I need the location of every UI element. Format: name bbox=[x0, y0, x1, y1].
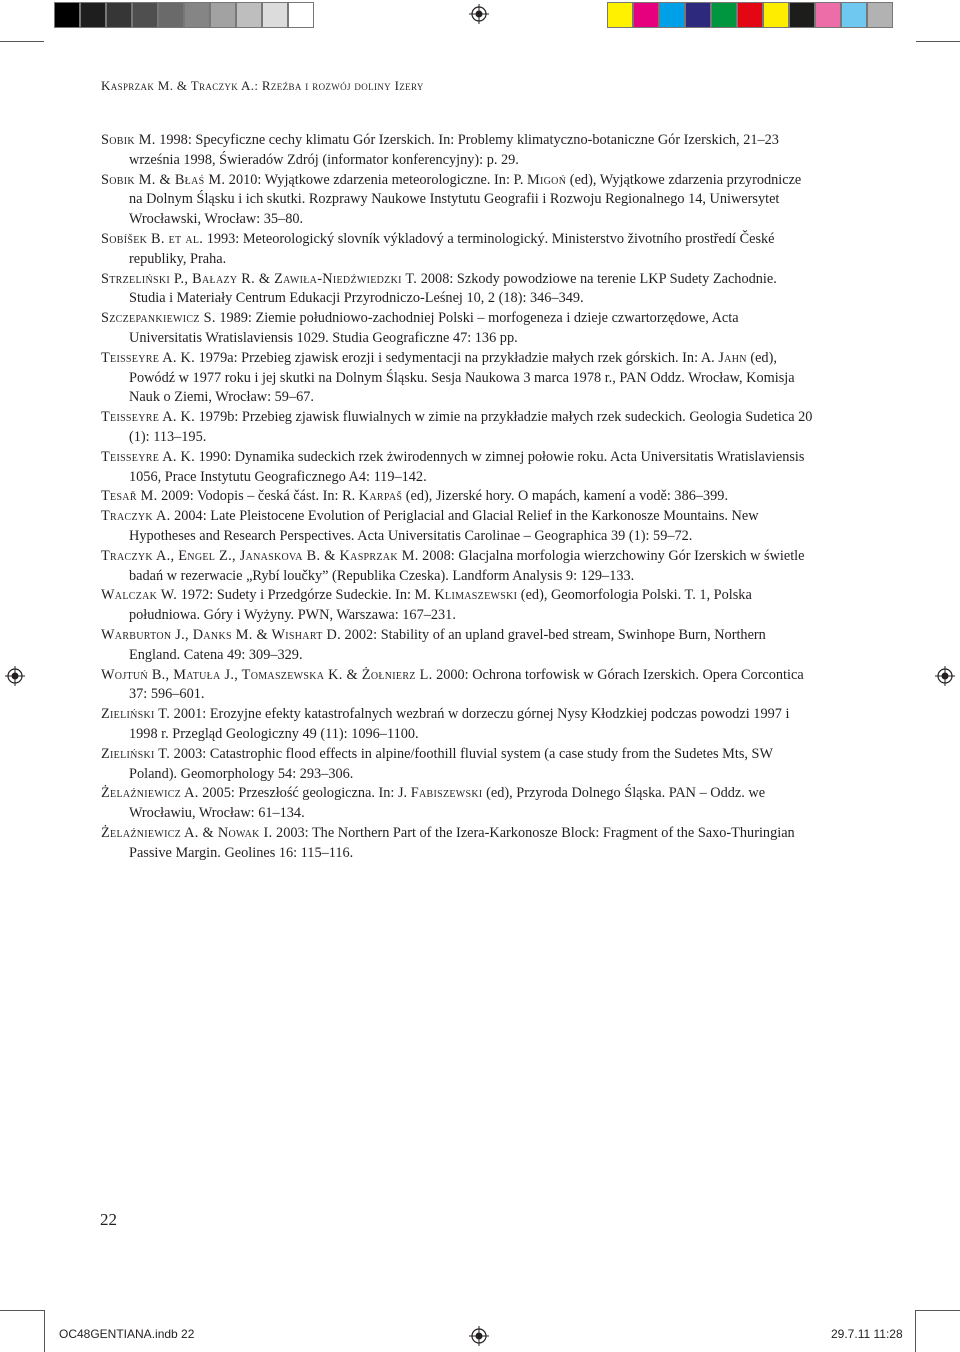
crop-mark bbox=[915, 1310, 916, 1352]
page-number: 22 bbox=[100, 1210, 117, 1229]
registration-mark-icon bbox=[935, 666, 955, 686]
reference-entry bbox=[101, 547, 813, 587]
reference-author: Szczepankiewicz S. bbox=[101, 310, 216, 327]
reference-author: Sobik M. & Błaś M. bbox=[101, 171, 226, 188]
color-swatch bbox=[288, 2, 314, 28]
color-swatch bbox=[633, 2, 659, 28]
reference-entry bbox=[101, 131, 813, 171]
reference-text: (ed), Wyjątkowe zdarzenia przyrodnicze na Dolnym Śląsku i ich skutki. Rozprawy Naukowe Instytutu Geografii i Rozwoju Regionalnego 14, Uniwersytet Wrocławski, Wrocław: 35–80. bbox=[129, 171, 802, 228]
reference-author: Warburton J., Danks M. & Wishart D. bbox=[101, 626, 341, 643]
reference-author: Karpaš bbox=[358, 488, 403, 505]
reference-text: 2009: Vodopis – česká část. In: R. bbox=[157, 488, 359, 505]
color-swatch bbox=[737, 2, 763, 28]
reference-author: Sobik M. bbox=[101, 132, 156, 148]
reference-text: (ed), Jizerské hory. O mapách, kamení a vodě: 386–399. bbox=[402, 488, 729, 505]
reference-author: Zieliński T. bbox=[101, 706, 171, 723]
crop-mark bbox=[916, 1310, 960, 1311]
reference-entry bbox=[101, 171, 813, 230]
reference-text: 2005: Przeszłość geologiczna. In: J. bbox=[198, 785, 411, 802]
reference-entry bbox=[101, 408, 813, 448]
reference-text: 1979b: Przebieg zjawisk fluwialnych w zimie na przykładzie małych rzek sudeckich. Geologia Sudetica 20 (1): 113–195. bbox=[129, 409, 813, 445]
reference-text: 1972: Sudety i Przedgórze Sudeckie. In: M. bbox=[177, 587, 435, 604]
reference-list bbox=[101, 131, 813, 863]
reference-text: 1979a: Przebieg zjawisk erozji i sedymentacji na przykładzie małych rzek górskich. In: A. bbox=[195, 349, 719, 366]
reference-entry bbox=[101, 586, 813, 626]
reference-author: Żelaźniewicz A. bbox=[101, 785, 199, 802]
crop-mark bbox=[44, 1310, 45, 1352]
reference-entry bbox=[101, 309, 813, 349]
registration-mark-icon bbox=[5, 666, 25, 686]
reference-entry bbox=[101, 784, 813, 824]
reference-entry bbox=[101, 626, 813, 666]
reference-entry bbox=[101, 230, 813, 270]
reference-author: Wojtuń B., Matuła J., Tomaszewska K. & Żołnierz L. bbox=[101, 666, 433, 683]
reference-entry bbox=[101, 349, 813, 408]
reference-text: (ed), Przyroda Dolnego Śląska. PAN – Oddz. we Wrocławiu, Wrocław: 61–134. bbox=[129, 785, 766, 822]
reference-author: Żelaźniewicz A. & Nowak I. bbox=[101, 824, 273, 841]
crop-mark bbox=[0, 1310, 44, 1311]
reference-author: Walczak W. bbox=[101, 587, 178, 604]
reference-author: Zieliński T. bbox=[101, 745, 171, 762]
reference-author: Migoń bbox=[527, 171, 567, 188]
color-swatch bbox=[763, 2, 789, 28]
color-swatch bbox=[80, 2, 106, 28]
reference-text: 2004: Late Pleistocene Evolution of Periglacial and Glacial Relief in the Karkonosze Mountains. New Hypotheses and Research Perspectives. Acta Universitatis Carolinae – Geographica 39 (1): 59–72. bbox=[129, 508, 759, 544]
reference-entry bbox=[101, 666, 813, 706]
color-swatch bbox=[262, 2, 288, 28]
reference-entry bbox=[101, 507, 813, 547]
reference-text: 1998: Specyficzne cechy klimatu Gór Izerskich. In: Problemy klimatyczno-botaniczne Gór Izerskich, 21–23 września 1998, Świeradów Zdrój (informator konferencyjny): p. 29. bbox=[129, 132, 779, 168]
reference-text: 1993: Meteorologický slovník výkladový a terminologický. Ministerstvo životního prostředí České republiky, Praha. bbox=[129, 230, 775, 267]
reference-entry bbox=[101, 270, 813, 310]
crop-mark bbox=[0, 41, 44, 42]
reference-entry bbox=[101, 824, 813, 864]
color-swatch bbox=[685, 2, 711, 28]
color-swatch bbox=[841, 2, 867, 28]
reference-text: 1990: Dynamika sudeckich rzek żwirodennych w zimnej połowie roku. Acta Universitatis Wratislaviensis 1056, Prace Instytutu Geograficznego A4: 119–142. bbox=[129, 448, 805, 485]
slug-file-name: OC48GENTIANA.indb 22 bbox=[59, 1327, 195, 1341]
reference-text: 2003: Catastrophic flood effects in alpine/foothill fluvial system (a case study from the Sudetes Mts, SW Poland). Geomorphology 54: 293–306. bbox=[129, 745, 773, 782]
registration-mark-icon bbox=[469, 4, 489, 24]
color-swatch bbox=[711, 2, 737, 28]
color-swatch bbox=[789, 2, 815, 28]
color-swatch bbox=[184, 2, 210, 28]
reference-author: Teisseyre A. K. bbox=[101, 409, 196, 426]
reference-entry bbox=[101, 705, 813, 745]
reference-text: 2010: Wyjątkowe zdarzenia meteorologiczne. In: P. bbox=[225, 171, 528, 188]
color-swatch bbox=[54, 2, 80, 28]
gray-calibration-bar bbox=[54, 2, 314, 28]
reference-author: Fabiszewski bbox=[410, 785, 483, 802]
reference-text: 2002: Stability of an upland gravel-bed stream, Swinhope Burn, Northern England. Catena 49: 309–329. bbox=[129, 626, 766, 663]
reference-entry bbox=[101, 745, 813, 785]
color-swatch bbox=[815, 2, 841, 28]
reference-text: 2003: The Northern Part of the Izera-Karkonosze Block: Fragment of the Saxo-Thuringian Passive Margin. Geolines 16: 115–116. bbox=[129, 824, 795, 861]
color-swatch bbox=[659, 2, 685, 28]
color-swatch bbox=[867, 2, 893, 28]
reference-text: (ed), Powódź w 1977 roku i jej skutki na Dolnym Śląsku. Sesja Naukowa 3 marca 1978 r., PAN Oddz. Wrocław, Komisja Nauk o Ziemi, Wrocław: 59–67. bbox=[129, 349, 795, 406]
color-calibration-bar bbox=[607, 2, 893, 28]
reference-entry bbox=[101, 487, 813, 507]
reference-author: Tesař M. bbox=[101, 488, 158, 505]
reference-text: 1989: Ziemie południowo-zachodniej Polski – morfogeneza i dzieje czwartorzędowe, Acta Universitatis Wratislaviensis 1029. Studia Geograficzne 47: 136 pp. bbox=[129, 310, 739, 346]
color-swatch bbox=[607, 2, 633, 28]
reference-author: Traczyk A., Engel Z., Janaskova B. & Kasprzak M. bbox=[101, 547, 419, 564]
reference-text: 2001: Erozyjne efekty katastrofalnych wezbrań w dorzeczu górnej Nysy Kłodzkiej podczas powodzi 1997 i 1998 r. Przegląd Geologiczny 49 (11): 1096–1100. bbox=[129, 706, 790, 742]
reference-text: (ed), Geomorfologia Polski. T. 1, Polska południowa. Góry i Wyżyny. PWN, Warszawa: 167–231. bbox=[129, 587, 752, 624]
reference-author: Klimaszewski bbox=[434, 587, 518, 604]
color-swatch bbox=[158, 2, 184, 28]
reference-author: Teisseyre A. K. bbox=[101, 448, 196, 465]
slug-timestamp: 29.7.11 11:28 bbox=[831, 1327, 903, 1341]
color-swatch bbox=[210, 2, 236, 28]
reference-text: 2008: Szkody powodziowe na terenie LKP Sudety Zachodnie. Studia i Materiały Centrum Edukacji Przyrodniczo-Leśnej 10, 2 (18): 346–349. bbox=[129, 270, 777, 307]
reference-author: Strzeliński P., Bałazy R. & Zawiła-Niedźwiedzki T. bbox=[101, 270, 418, 287]
registration-mark-icon bbox=[469, 1326, 489, 1346]
color-swatch bbox=[132, 2, 158, 28]
reference-author: Teisseyre A. K. bbox=[101, 349, 196, 366]
reference-author: Sobíšek B. et al. bbox=[101, 230, 204, 247]
color-swatch bbox=[106, 2, 132, 28]
reference-author: Jahn bbox=[718, 349, 747, 366]
color-swatch bbox=[236, 2, 262, 28]
reference-author: Traczyk A. bbox=[101, 508, 171, 525]
reference-text: 2008: Glacjalna morfologia wierzchowiny Gór Izerskich w świetle badań w rezerwacie „Rybí loučky” (Republika Czeska). Landform Analysis 9: 129–133. bbox=[129, 547, 805, 584]
crop-mark bbox=[916, 41, 960, 42]
reference-text: 2000: Ochrona torfowisk w Górach Izerskich. Opera Corcontica 37: 596–601. bbox=[129, 666, 804, 703]
reference-entry bbox=[101, 448, 813, 488]
running-header: Kasprzak M. & Traczyk A.: Rzeźba i rozwój doliny Izery bbox=[101, 78, 424, 93]
